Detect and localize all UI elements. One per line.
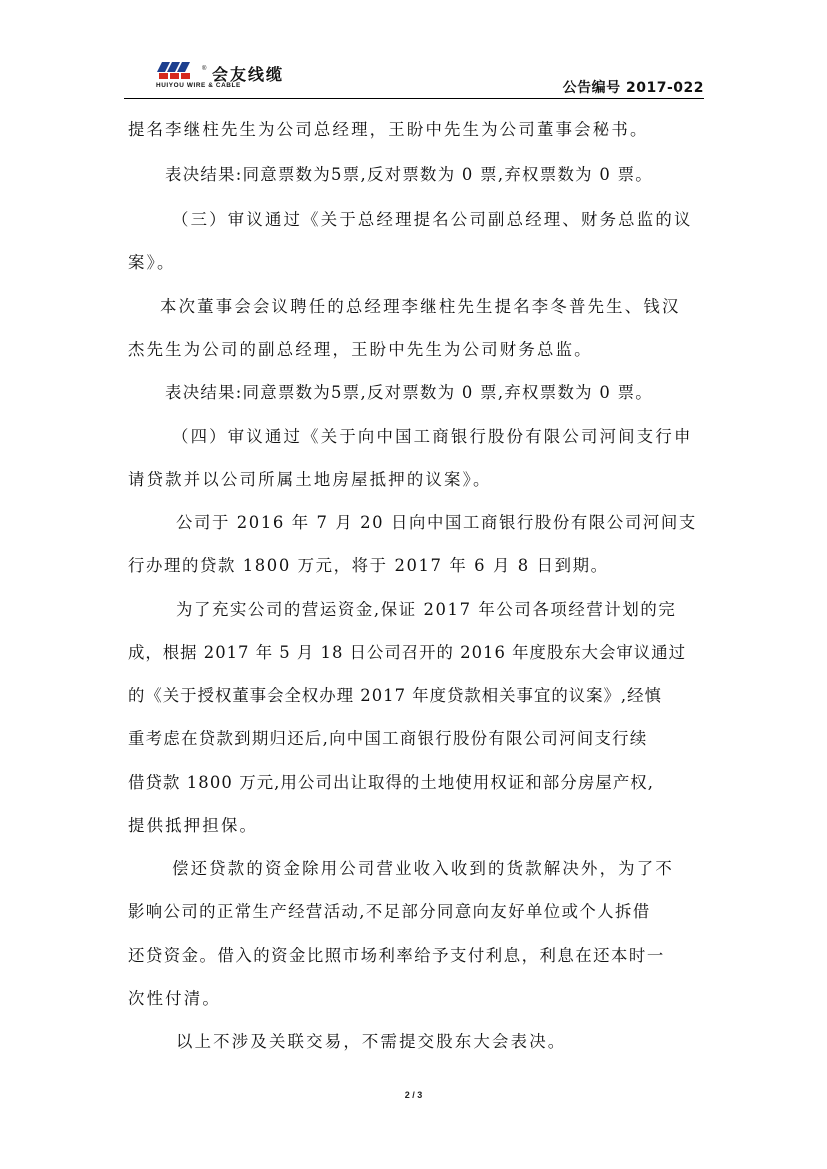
body-line: 行办理的贷款 1800 万元，将于 2017 年 6 月 8 日到期。 xyxy=(128,556,609,575)
body-line: （三）审议通过《关于总经理提名公司副总经理、财务总监的议 xyxy=(172,210,693,229)
body-line: 次性付清。 xyxy=(128,989,221,1008)
company-logo xyxy=(156,60,336,94)
body-line: 重考虑在贷款到期归还后,向中国工商银行股份有限公司河间支行续 xyxy=(128,729,648,748)
body-line: 的《关于授权董事会全权办理 2017 年度贷款相关事宜的议案》,经慎 xyxy=(128,686,662,705)
body-line: 借贷款 1800 万元,用公司出让取得的土地使用权证和部分房屋产权, xyxy=(128,773,655,792)
body-line: 为了充实公司的营运资金,保证 2017 年公司各项经营计划的完 xyxy=(176,600,677,619)
body-line: 表决结果:同意票数为5票,反对票数为 0 票,弃权票数为 0 票。 xyxy=(165,383,653,402)
body-line: 表决结果:同意票数为5票,反对票数为 0 票,弃权票数为 0 票。 xyxy=(165,165,653,184)
page-header xyxy=(124,58,704,98)
body-line: 杰先生为公司的副总经理，王盼中先生为公司财务总监。 xyxy=(128,340,593,359)
notice-number: 公告编号 2017-022 xyxy=(562,80,704,96)
registered-mark: ® xyxy=(202,66,207,72)
body-line: （四）审议通过《关于向中国工商银行股份有限公司河间支行申 xyxy=(172,427,693,446)
body-line: 案》。 xyxy=(128,253,176,272)
header-divider xyxy=(124,98,704,99)
logo-english-name: HUIYOU WIRE & CABLE xyxy=(156,82,241,89)
page-number: 2 / 3 xyxy=(404,1090,423,1100)
body-line: 提供抵押担保。 xyxy=(128,816,259,835)
body-line: 提名李继柱先生为公司总经理，王盼中先生为公司董事会秘书。 xyxy=(128,120,649,139)
body-line: 成，根据 2017 年 5 月 18 日公司召开的 2016 年度股东大会审议通过 xyxy=(128,643,686,662)
body-line: 影响公司的正常生产经营活动,不足部分同意向友好单位或个人拆借 xyxy=(128,902,651,921)
body-line: 请贷款并以公司所属土地房屋抵押的议案》。 xyxy=(128,470,492,489)
body-line: 公司于 2016 年 7 月 20 日向中国工商银行股份有限公司河间支 xyxy=(176,513,697,532)
body-line: 偿还贷款的资金除用公司营业收入收到的货款解决外，为了不 xyxy=(172,859,674,878)
body-line: 本次董事会会议聘任的总经理李继柱先生提名李冬普先生、钱汉 xyxy=(160,297,681,316)
body-line: 以上不涉及关联交易，不需提交股东大会表决。 xyxy=(176,1032,567,1051)
logo-chinese-name: 会友线缆 xyxy=(212,65,285,84)
logo-mark-icon xyxy=(156,60,200,84)
body-line: 还贷资金。借入的资金比照市场利率给予支付利息，利息在还本时一 xyxy=(128,946,665,965)
